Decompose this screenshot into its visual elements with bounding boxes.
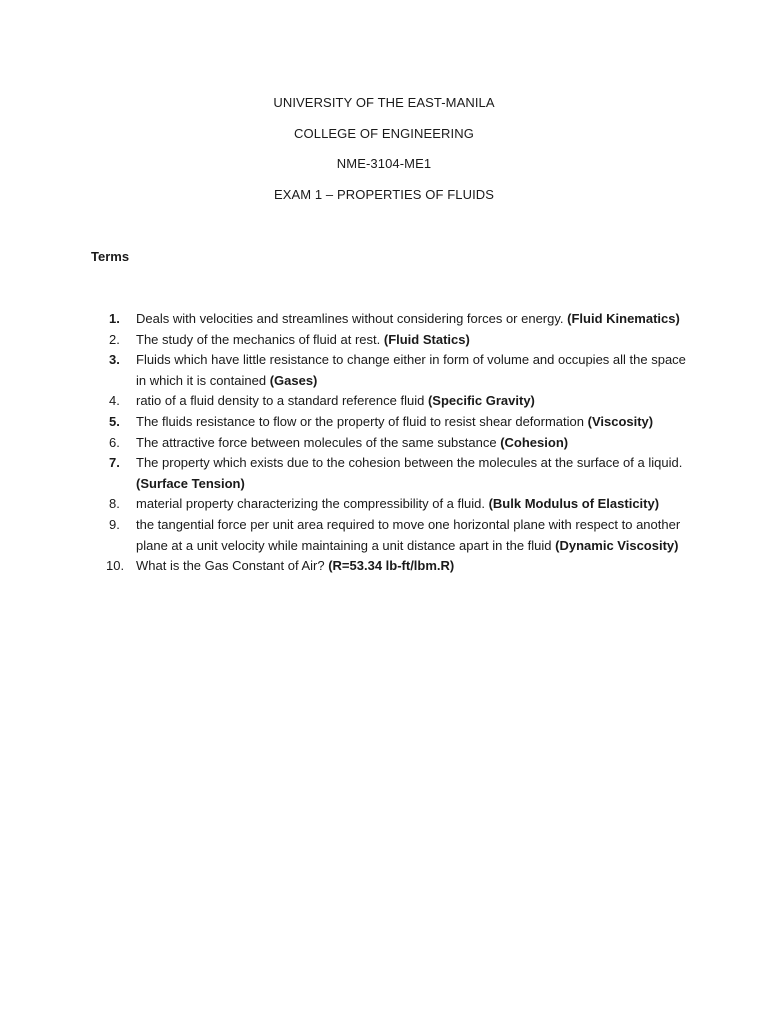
list-item xyxy=(109,412,689,433)
item-number: 7. xyxy=(109,455,120,471)
item-number: 8. xyxy=(109,496,120,512)
item-number: 2. xyxy=(109,331,120,347)
item-text: The fluids resistance to flow or the property of fluid to resist shear deformation xyxy=(136,413,588,429)
item-text: The study of the mechanics of fluid at rest. xyxy=(136,331,384,347)
item-text: The attractive force between molecules of the same substance xyxy=(136,434,501,450)
item-number: 6. xyxy=(109,434,120,450)
list-item xyxy=(109,494,689,515)
item-number: 3. xyxy=(109,352,120,368)
item-number: 10. xyxy=(106,558,125,574)
section-title: Terms xyxy=(91,249,130,264)
university-name: UNIVERSITY OF THE EAST-MANILA xyxy=(273,95,495,110)
list-item xyxy=(109,453,689,494)
item-text: ratio of a fluid density to a standard reference fluid xyxy=(136,393,428,409)
list-item xyxy=(109,309,689,330)
list-item xyxy=(109,515,689,556)
item-answer: (Specific Gravity) xyxy=(427,393,535,409)
item-text: Fluids which have little resistance to change either in form of volume and occupies all the space in which it is contained xyxy=(136,352,686,388)
item-answer: (Cohesion) xyxy=(500,434,569,450)
item-answer: (Viscosity) xyxy=(587,413,654,429)
item-answer: (Bulk Modulus of Elasticity) xyxy=(488,496,660,512)
list-item xyxy=(106,556,689,577)
document-header xyxy=(0,94,768,217)
item-number: 1. xyxy=(109,311,120,326)
item-answer: (Fluid Kinematics) xyxy=(567,311,680,326)
item-answer: (Gases) xyxy=(269,372,318,388)
item-number: 9. xyxy=(109,516,120,532)
terms-list xyxy=(106,309,689,577)
list-item xyxy=(109,433,689,454)
college-name: COLLEGE OF ENGINEERING xyxy=(294,125,474,141)
item-number: 5. xyxy=(109,413,120,429)
exam-title: EXAM 1 – PROPERTIES OF FLUIDS xyxy=(273,187,495,203)
item-text: the tangential force per unit area required to move one horizontal plane with respect to another plane at a unit velocity while maintaining a unit distance apart in the fluid xyxy=(136,516,681,553)
item-text: The property which exists due to the cohesion between the molecules at the surface of a liquid. xyxy=(136,455,683,471)
item-text: What is the Gas Constant of Air? xyxy=(136,558,329,574)
item-answer: (Dynamic Viscosity) xyxy=(555,537,679,553)
item-text: material property characterizing the compressibility of a fluid. xyxy=(136,496,489,512)
list-item xyxy=(109,391,689,412)
item-answer: (R=53.34 lb-ft/lbm.R) xyxy=(328,558,455,574)
item-text: Deals with velocities and streamlines without considering forces or energy. xyxy=(136,311,568,326)
item-answer: (Fluid Statics) xyxy=(383,331,470,347)
course-code: NME-3104-ME1 xyxy=(336,156,432,172)
list-item xyxy=(109,350,689,391)
item-answer: (Surface Tension) xyxy=(136,475,245,491)
item-number: 4. xyxy=(109,393,120,409)
list-item xyxy=(109,330,689,351)
